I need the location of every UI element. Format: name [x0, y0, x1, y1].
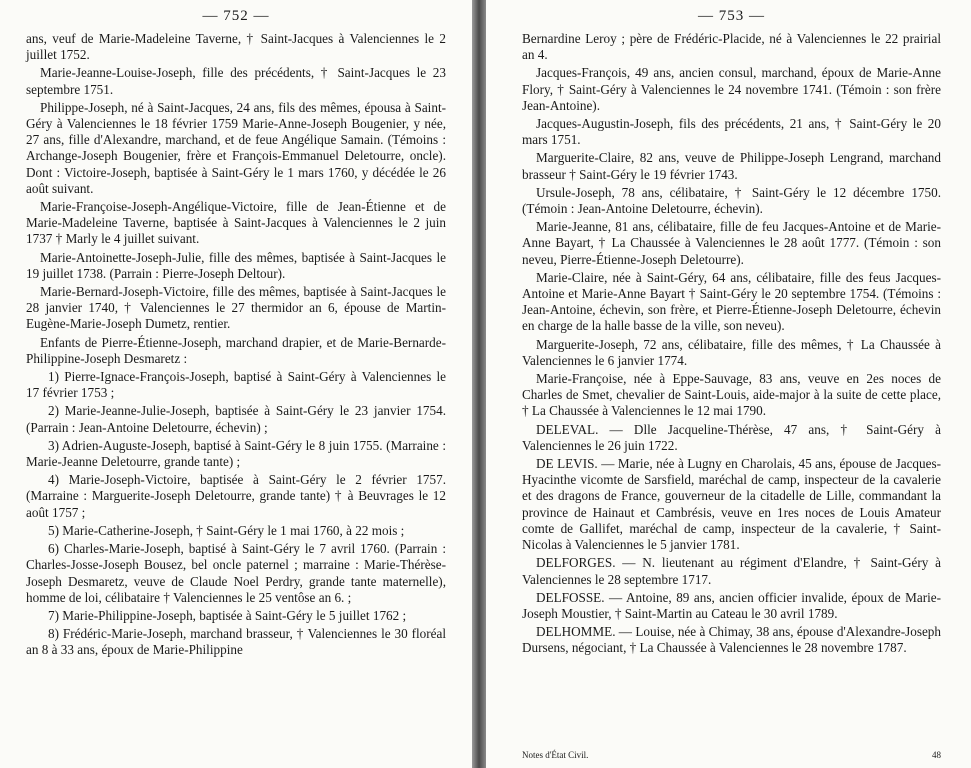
- paragraph: Jacques-François, 49 ans, ancien consul, marchand, époux de Marie-Anne Flory, † Saint-Géry à Valenciennes le 24 novembre 1741. (Témoin : son frère Jean-Antoine).: [522, 65, 941, 113]
- right-page: [486, 0, 971, 768]
- list-item: 6) Charles-Marie-Joseph, baptisé à Saint-Géry le 7 avril 1760. (Parrain : Charles-Josse-Joseph Bousez, bel oncle paternel ; marraine : Marie-Thérèse-Joseph Desmaretz, veuve de Claude Noel Perdry, grande tante maternelle), homme de loi, célibataire † Valenciennes le 25 ventôse an 6. ;: [26, 541, 446, 605]
- paragraph: Marie-Françoise, née à Eppe-Sauvage, 83 ans, veuve en 2es noces de Charles de Smet, chevalier de Saint-Louis, aide-major à la suite de cette place, † La Chaussée à Valenciennes le 12 mai 1790.: [522, 371, 941, 419]
- signature-mark: 48: [932, 750, 941, 760]
- list-item: 2) Marie-Jeanne-Julie-Joseph, baptisée à Saint-Géry le 23 janvier 1754. (Parrain : Jean-Antoine Deletourre, échevin) ;: [26, 403, 446, 435]
- paragraph: Marie-Françoise-Joseph-Angélique-Victoire, fille de Jean-Étienne et de Marie-Madeleine Taverne, baptisée à Saint-Jacques à Valenciennes le 2 juin 1737 † Marly le 4 juillet suivant.: [26, 199, 446, 247]
- book-gutter: [472, 0, 486, 768]
- paragraph: Marie-Jeanne-Louise-Joseph, fille des précédents, † Saint-Jacques le 23 septembre 1751.: [26, 65, 446, 97]
- entry: DELEVAL. — Dlle Jacqueline-Thérèse, 47 ans, † Saint-Géry à Valenciennes le 26 juin 1722.: [522, 421, 941, 453]
- entry: DELFOSSE. — Antoine, 89 ans, ancien officier invalide, époux de Marie-Joseph Moustier, † Saint-Martin au Cateau le 30 avril 1789.: [522, 589, 941, 621]
- footer-title: Notes d'État Civil.: [522, 750, 589, 760]
- left-page: [0, 0, 472, 768]
- paragraph: Enfants de Pierre-Étienne-Joseph, marchand drapier, et de Marie-Bernarde-Philippine-Joseph Desmaretz :: [26, 334, 446, 366]
- page-text: [522, 31, 941, 657]
- paragraph: Bernardine Leroy ; père de Frédéric-Placide, né à Valenciennes le 22 prairial an 4.: [522, 31, 941, 63]
- page-footer: [522, 750, 941, 760]
- entry: DELHOMME. — Louise, née à Chimay, 38 ans, épouse d'Alexandre-Joseph Dursens, négociant, † La Chaussée à Valenciennes le 28 novembre 1787.: [522, 624, 941, 656]
- paragraph: Marguerite-Claire, 82 ans, veuve de Philippe-Joseph Lengrand, marchand brasseur † Saint-Géry le 19 février 1743.: [522, 150, 941, 182]
- entry: DELFORGES. — N. lieutenant au régiment d'Elandre, † Saint-Géry à Valenciennes le 28 septembre 1717.: [522, 555, 941, 587]
- paragraph: Marie-Antoinette-Joseph-Julie, fille des mêmes, baptisée à Saint-Jacques le 19 juillet 1738. (Parrain : Pierre-Joseph Deltour).: [26, 249, 446, 281]
- list-item: 7) Marie-Philippine-Joseph, baptisée à Saint-Géry le 5 juillet 1762 ;: [48, 607, 407, 623]
- paragraph: Jacques-Augustin-Joseph, fils des précédents, 21 ans, † Saint-Géry le 20 mars 1751.: [522, 116, 941, 148]
- paragraph: Philippe-Joseph, né à Saint-Jacques, 24 ans, fils des mêmes, épousa à Saint-Géry à Valenciennes le 18 février 1759 Marie-Anne-Joseph Bougenier, y née, 27 ans, fille d'Alexandre, marchand, et de feue Angélique Samain. (Témoins : Archange-Joseph Bougenier, frère et François-Emmanuel Deletourre, oncle). Dont : Victoire-Joseph, baptisée à Saint-Géry le 1 mars 1760, y décédée le 26 août suivant.: [26, 99, 446, 196]
- page-number: — 752 —: [202, 8, 270, 24]
- paragraph: Marie-Jeanne, 81 ans, célibataire, fille de feu Jacques-Antoine et de Marie-Anne Bayart, † La Chaussée à Valenciennes le 28 août 1777. (Témoin : son neveu, Pierre-Étienne-Joseph Deletourre).: [522, 219, 941, 267]
- page-number: — 753 —: [698, 8, 765, 24]
- paragraph: Marguerite-Joseph, 72 ans, célibataire, fille des mêmes, † La Chaussée à Valenciennes le 6 janvier 1774.: [522, 336, 941, 368]
- entry: DE LEVIS. — Marie, née à Lugny en Charolais, 45 ans, épouse de Jacques-Hyacinthe vicomte de Sarsfield, maréchal de camp, inspecteur de la cavalerie et des dragons de France, gouverneur de la citadelle de Lille, commandant la province de Hainaut et Cambrésis, veuve en 1res noces de Louis Amateur comte de Gallifet, maréchal de camp, inspecteur de la cavalerie, † Saint-Nicolas à Valenciennes le 5 janvier 1781.: [522, 456, 941, 553]
- paragraph: Marie-Bernard-Joseph-Victoire, fille des mêmes, baptisée à Saint-Jacques le 28 janvier 1740, † Valenciennes le 27 thermidor an 6, épouse de Martin-Eugène-Marie-Joseph Dumetz, rentier.: [26, 284, 446, 332]
- list-item: 4) Marie-Joseph-Victoire, baptisée à Saint-Géry le 2 février 1757. (Marraine : Marguerite-Joseph Deletourre, grande tante) † à Beuvrages le 12 août 1757 ;: [26, 472, 446, 520]
- paragraph: ans, veuf de Marie-Madeleine Taverne, † Saint-Jacques à Valenciennes le 2 juillet 1752.: [26, 31, 446, 63]
- list-item: 1) Pierre-Ignace-François-Joseph, baptisé à Saint-Géry à Valenciennes le 17 février 1753 ;: [26, 369, 446, 401]
- page-text: [26, 31, 446, 659]
- list-item: 3) Adrien-Auguste-Joseph, baptisé à Saint-Géry le 8 juin 1755. (Marraine : Marie-Jeanne Deletourre, grande tante) ;: [26, 437, 446, 470]
- list-item: 5) Marie-Catherine-Joseph, † Saint-Géry le 1 mai 1760, à 22 mois ;: [48, 522, 405, 538]
- list-item: 8) Frédéric-Marie-Joseph, marchand brasseur, † Valenciennes le 30 floréal an 8 à 33 ans, époux de Marie-Philippine: [26, 626, 446, 658]
- paragraph: Ursule-Joseph, 78 ans, célibataire, † Saint-Géry le 12 décembre 1750. (Témoin : Jean-Antoine Deletourre, échevin).: [522, 184, 941, 217]
- paragraph: Marie-Claire, née à Saint-Géry, 64 ans, célibataire, fille des feus Jacques-Antoine et Marie-Anne Bayart † Saint-Géry le 20 septembre 1754. (Témoins : Jean-Antoine, échevin, son frère, et Pierre-Étienne-Joseph Deletourre, échevin en charge de la halle basse de la ville, son neveu).: [522, 269, 941, 334]
